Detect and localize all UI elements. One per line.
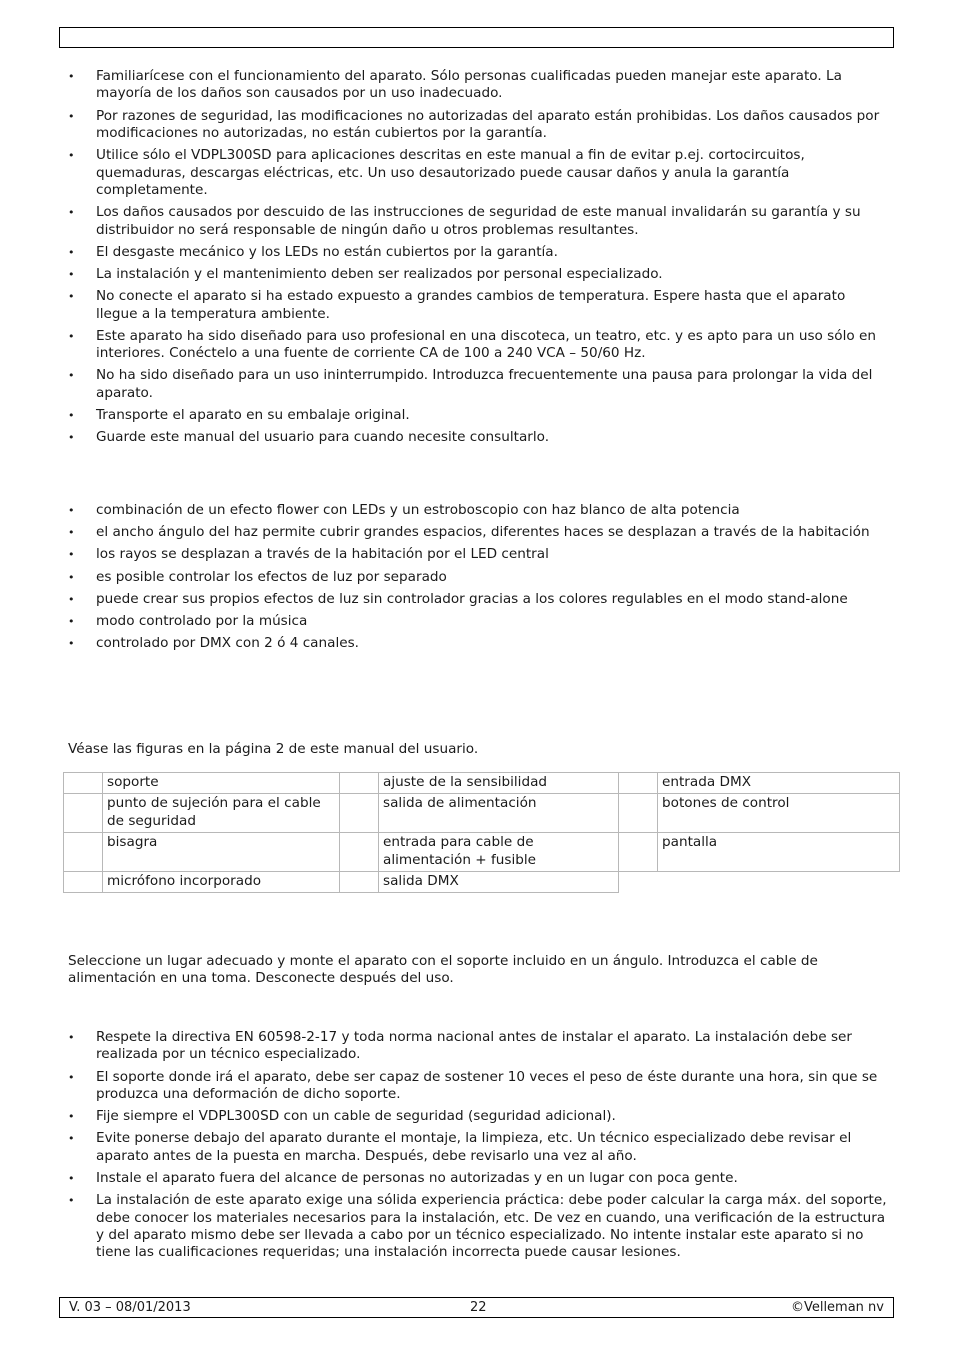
table-cell-number bbox=[340, 872, 379, 893]
table-cell-number bbox=[619, 794, 658, 833]
table-cell: micrófono incorporado bbox=[103, 872, 340, 893]
table-cell: soporte bbox=[103, 773, 340, 794]
list-item: • Respete la directiva EN 60598-2-17 y toda norma nacional antes de instalar el aparato. La instalación debe ser realizada por un técnico especializado. bbox=[68, 1029, 888, 1064]
table-cell-number bbox=[619, 773, 658, 794]
table-cell: pantalla bbox=[658, 833, 900, 872]
table-cell: salida de alimentación bbox=[379, 794, 619, 833]
table-cell-number bbox=[64, 872, 103, 893]
list-item: • Utilice sólo el VDPL300SD para aplicaciones descritas en este manual a fin de evitar p.ej. cortocircuitos, quemaduras, descargas eléctricas, etc. Un uso desautorizado puede causar daños y anula la garantía completamente. bbox=[68, 147, 888, 199]
table-cell: entrada DMX bbox=[658, 773, 900, 794]
table-cell: entrada para cable de alimentación + fusible bbox=[379, 833, 619, 872]
list-item: • los rayos se desplazan a través de la habitación por el LED central bbox=[68, 546, 888, 563]
table-cell-number bbox=[340, 773, 379, 794]
list-item: • Evite ponerse debajo del aparato durante el montaje, la limpieza, etc. Un técnico especializado debe revisar el aparato antes de la puesta en marcha. Después, debe revisarlo una vez al año. bbox=[68, 1130, 888, 1165]
table-row bbox=[64, 872, 900, 893]
table-row bbox=[64, 794, 900, 833]
list-item: • La instalación y el mantenimiento deben ser realizados por personal especializado. bbox=[68, 266, 888, 283]
list-item: • Familiarícese con el funcionamiento del aparato. Sólo personas cualificadas pueden manejar este aparato. La mayoría de los daños son causados por un uso inadecuado. bbox=[68, 68, 888, 103]
table-cell-number bbox=[340, 833, 379, 872]
list-item: • El soporte donde irá el aparato, debe ser capaz de sostener 10 veces el peso de éste durante una hora, sin que se produzca una deformación de dicho soporte. bbox=[68, 1069, 888, 1104]
table-cell-number bbox=[64, 833, 103, 872]
table-cell: salida DMX bbox=[379, 872, 619, 893]
table-row bbox=[64, 773, 900, 794]
page-footer bbox=[59, 1297, 894, 1318]
table-cell-number bbox=[64, 773, 103, 794]
list-item: • Por razones de seguridad, las modificaciones no autorizadas del aparato están prohibidas. Los daños causados por modificaciones no autorizadas, no están cubiertos por la garantía. bbox=[68, 108, 888, 143]
mounting-instructions-list bbox=[68, 1029, 888, 1267]
table-cell-number bbox=[619, 833, 658, 872]
list-item: • el ancho ángulo del haz permite cubrir grandes espacios, diferentes haces se desplazan a través de la habitación bbox=[68, 524, 888, 541]
list-item: • Instale el aparato fuera del alcance de personas no autorizadas y en un lugar con poca gente. bbox=[68, 1170, 888, 1187]
table-cell: botones de control bbox=[658, 794, 900, 833]
safety-instructions-list bbox=[68, 68, 888, 451]
list-item: • Guarde este manual del usuario para cuando necesite consultarlo. bbox=[68, 429, 888, 446]
parts-table bbox=[63, 772, 900, 893]
list-item: • puede crear sus propios efectos de luz sin controlador gracias a los colores regulables en el modo stand-alone bbox=[68, 591, 888, 608]
features-list bbox=[68, 502, 888, 657]
list-item: • Fije siempre el VDPL300SD con un cable de seguridad (seguridad adicional). bbox=[68, 1108, 888, 1125]
table-cell-number bbox=[64, 794, 103, 833]
list-item: • es posible controlar los efectos de luz por separado bbox=[68, 569, 888, 586]
list-item: • Los daños causados por descuido de las instrucciones de seguridad de este manual invalidarán su garantía y su distribuidor no será responsable de ningún daño u otros problemas resultantes. bbox=[68, 204, 888, 239]
overview-paragraph: Véase las figuras en la página 2 de este manual del usuario. bbox=[68, 741, 479, 757]
table-cell: ajuste de la sensibilidad bbox=[379, 773, 619, 794]
list-item: • Transporte el aparato en su embalaje original. bbox=[68, 407, 888, 424]
page-header-box bbox=[59, 27, 894, 48]
installation-paragraph: Seleccione un lugar adecuado y monte el aparato con el soporte incluido en un ángulo. Introduzca el cable de alimentación en una toma. Desconecte después del uso. bbox=[68, 953, 818, 987]
footer-page-number: 22 bbox=[470, 1300, 487, 1315]
table-cell: bisagra bbox=[103, 833, 340, 872]
table-cell-number bbox=[340, 794, 379, 833]
list-item: • combinación de un efecto flower con LEDs y un estroboscopio con haz blanco de alta potencia bbox=[68, 502, 888, 519]
list-item: • El desgaste mecánico y los LEDs no están cubiertos por la garantía. bbox=[68, 244, 888, 261]
list-item: • No conecte el aparato si ha estado expuesto a grandes cambios de temperatura. Espere hasta que el aparato llegue a la temperatura ambiente. bbox=[68, 288, 888, 323]
footer-copyright: ©Velleman nv bbox=[790, 1300, 884, 1315]
list-item: • modo controlado por la música bbox=[68, 613, 888, 630]
footer-version: V. 03 – 08/01/2013 bbox=[69, 1300, 191, 1315]
table-cell: punto de sujeción para el cable de seguridad bbox=[103, 794, 340, 833]
table-cell-empty bbox=[619, 872, 900, 893]
list-item: • controlado por DMX con 2 ó 4 canales. bbox=[68, 635, 888, 652]
table-row bbox=[64, 833, 900, 872]
list-item: • No ha sido diseñado para un uso ininterrumpido. Introduzca frecuentemente una pausa para prolongar la vida del aparato. bbox=[68, 367, 888, 402]
list-item: • La instalación de este aparato exige una sólida experiencia práctica: debe poder calcular la carga máx. del soporte, debe conocer los materiales necesarios para la instalación, etc. De vez en cuando, una verificación de la estructura y del aparato mismo debe ser llevada a cabo por un técnico especializado. No intente instalar este aparato si no tiene las cualificaciones requeridas; una instalación incorrecta puede causar lesiones. bbox=[68, 1192, 888, 1262]
list-item: • Este aparato ha sido diseñado para uso profesional en una discoteca, un teatro, etc. y es apto para un uso sólo en interiores. Conéctelo a una fuente de corriente CA de 100 a 240 VCA – 50/60 Hz. bbox=[68, 328, 888, 363]
